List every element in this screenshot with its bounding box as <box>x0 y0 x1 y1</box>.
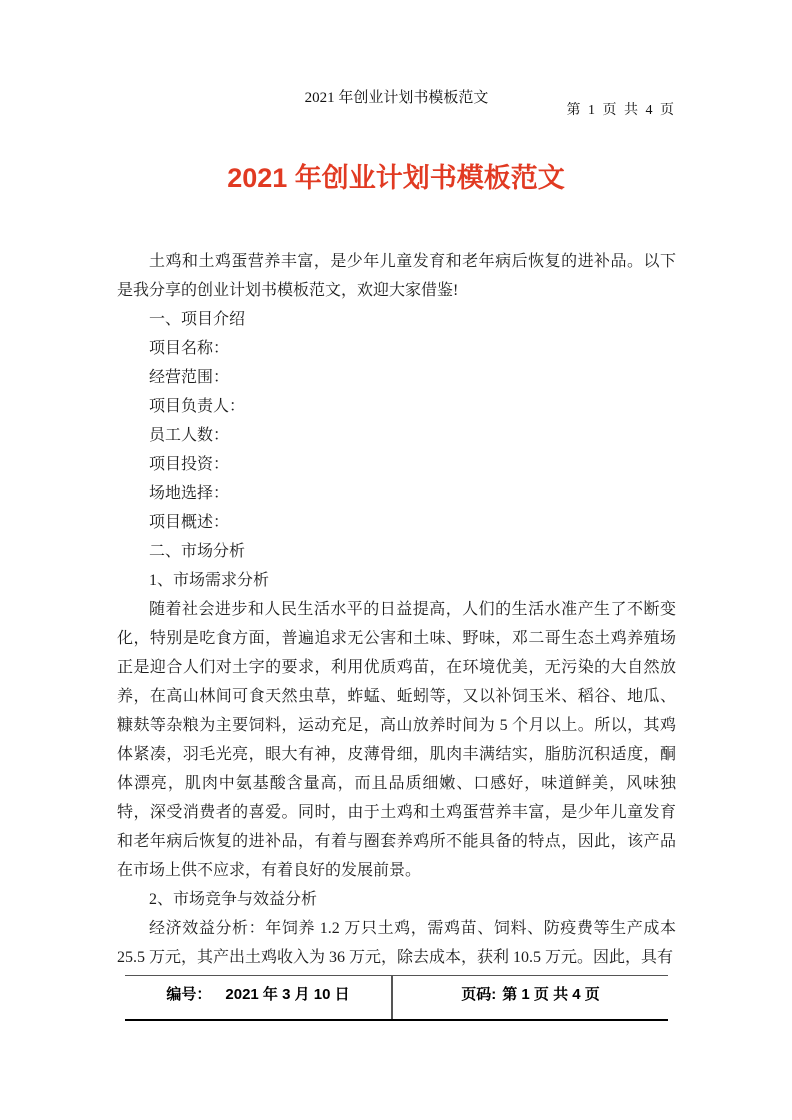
footer-page-value: 第 1 页 共 4 页 <box>502 986 600 1003</box>
document-title: 2021 年创业计划书模板范文 <box>227 163 565 193</box>
field-staff-count: 员工人数： <box>149 427 230 444</box>
footer-number-label: 编号： <box>166 986 212 1003</box>
footer-page-cell <box>393 976 668 1019</box>
running-header <box>117 86 676 120</box>
document-body <box>117 247 676 972</box>
intro-paragraph: 土鸡和土鸡蛋营养丰富，是少年儿童发育和老年病后恢复的进补品。以下是我分享的创业计划书模板范文，欢迎大家借鉴! <box>117 253 676 299</box>
economic-benefit-paragraph: 经济效益分析：年饲养 1.2 万只土鸡，需鸡苗、饲料、防疫费等生产成本 25.5 万元，其产出土鸡收入为 36 万元，除去成本，获利 10.5 万元。因此，具有 <box>117 920 676 966</box>
field-site-selection: 场地选择： <box>149 485 230 502</box>
running-header-title: 2021 年创业计划书模板范文 <box>304 90 489 106</box>
subsection-heading-benefit-analysis: 2、市场竞争与效益分析 <box>149 891 318 908</box>
field-business-scope: 经营范围： <box>149 369 230 386</box>
section-heading-market-analysis: 二、市场分析 <box>149 543 246 560</box>
footer-number-cell <box>125 976 393 1019</box>
field-project-overview: 项目概述： <box>149 514 230 531</box>
subsection-heading-demand-analysis: 1、市场需求分析 <box>149 572 270 589</box>
market-demand-paragraph: 随着社会进步和人民生活水平的日益提高，人们的生活水准产生了不断变化，特别是吃食方面，普遍追求无公害和土味、野味，邓二哥生态土鸡养殖场正是迎合人们对土字的要求，利用优质鸡苗，在环境优美，无污染的大自然放养，在高山林间可食天然虫草，蚱蜢、蚯蚓等，又以补饲玉米、稻谷、地瓜、糠麸等杂粮为主要饲料，运动充足，高山放养时间为 5 个月以上。所以，其鸡体紧凑，羽毛光亮，眼大有神，皮薄骨细，肌肉丰满结实，脂肪沉积适度，酮体漂亮，肌肉中氨基酸含量高，而且品质细嫩、口感好，味道鲜美，风味独特，深受消费者的喜爱。同时，由于土鸡和土鸡蛋营养丰富，是少年儿童发育和老年病后恢复的进补品，有着与圈套养鸡所不能具备的特点，因此，该产品在市场上供不应求，有着良好的发展前景。 <box>117 601 676 879</box>
field-project-leader: 项目负责人： <box>149 398 246 415</box>
footer-number-value: 2021 年 3 月 10 日 <box>225 986 350 1003</box>
field-project-name: 项目名称： <box>149 340 230 357</box>
footer-page-label: 页码: <box>461 986 497 1003</box>
running-header-page-indicator: 第 1 页 共 4 页 <box>566 103 676 118</box>
section-heading-project-intro: 一、项目介绍 <box>149 311 246 328</box>
footer-table <box>125 975 668 1021</box>
field-project-investment: 项目投资： <box>149 456 230 473</box>
